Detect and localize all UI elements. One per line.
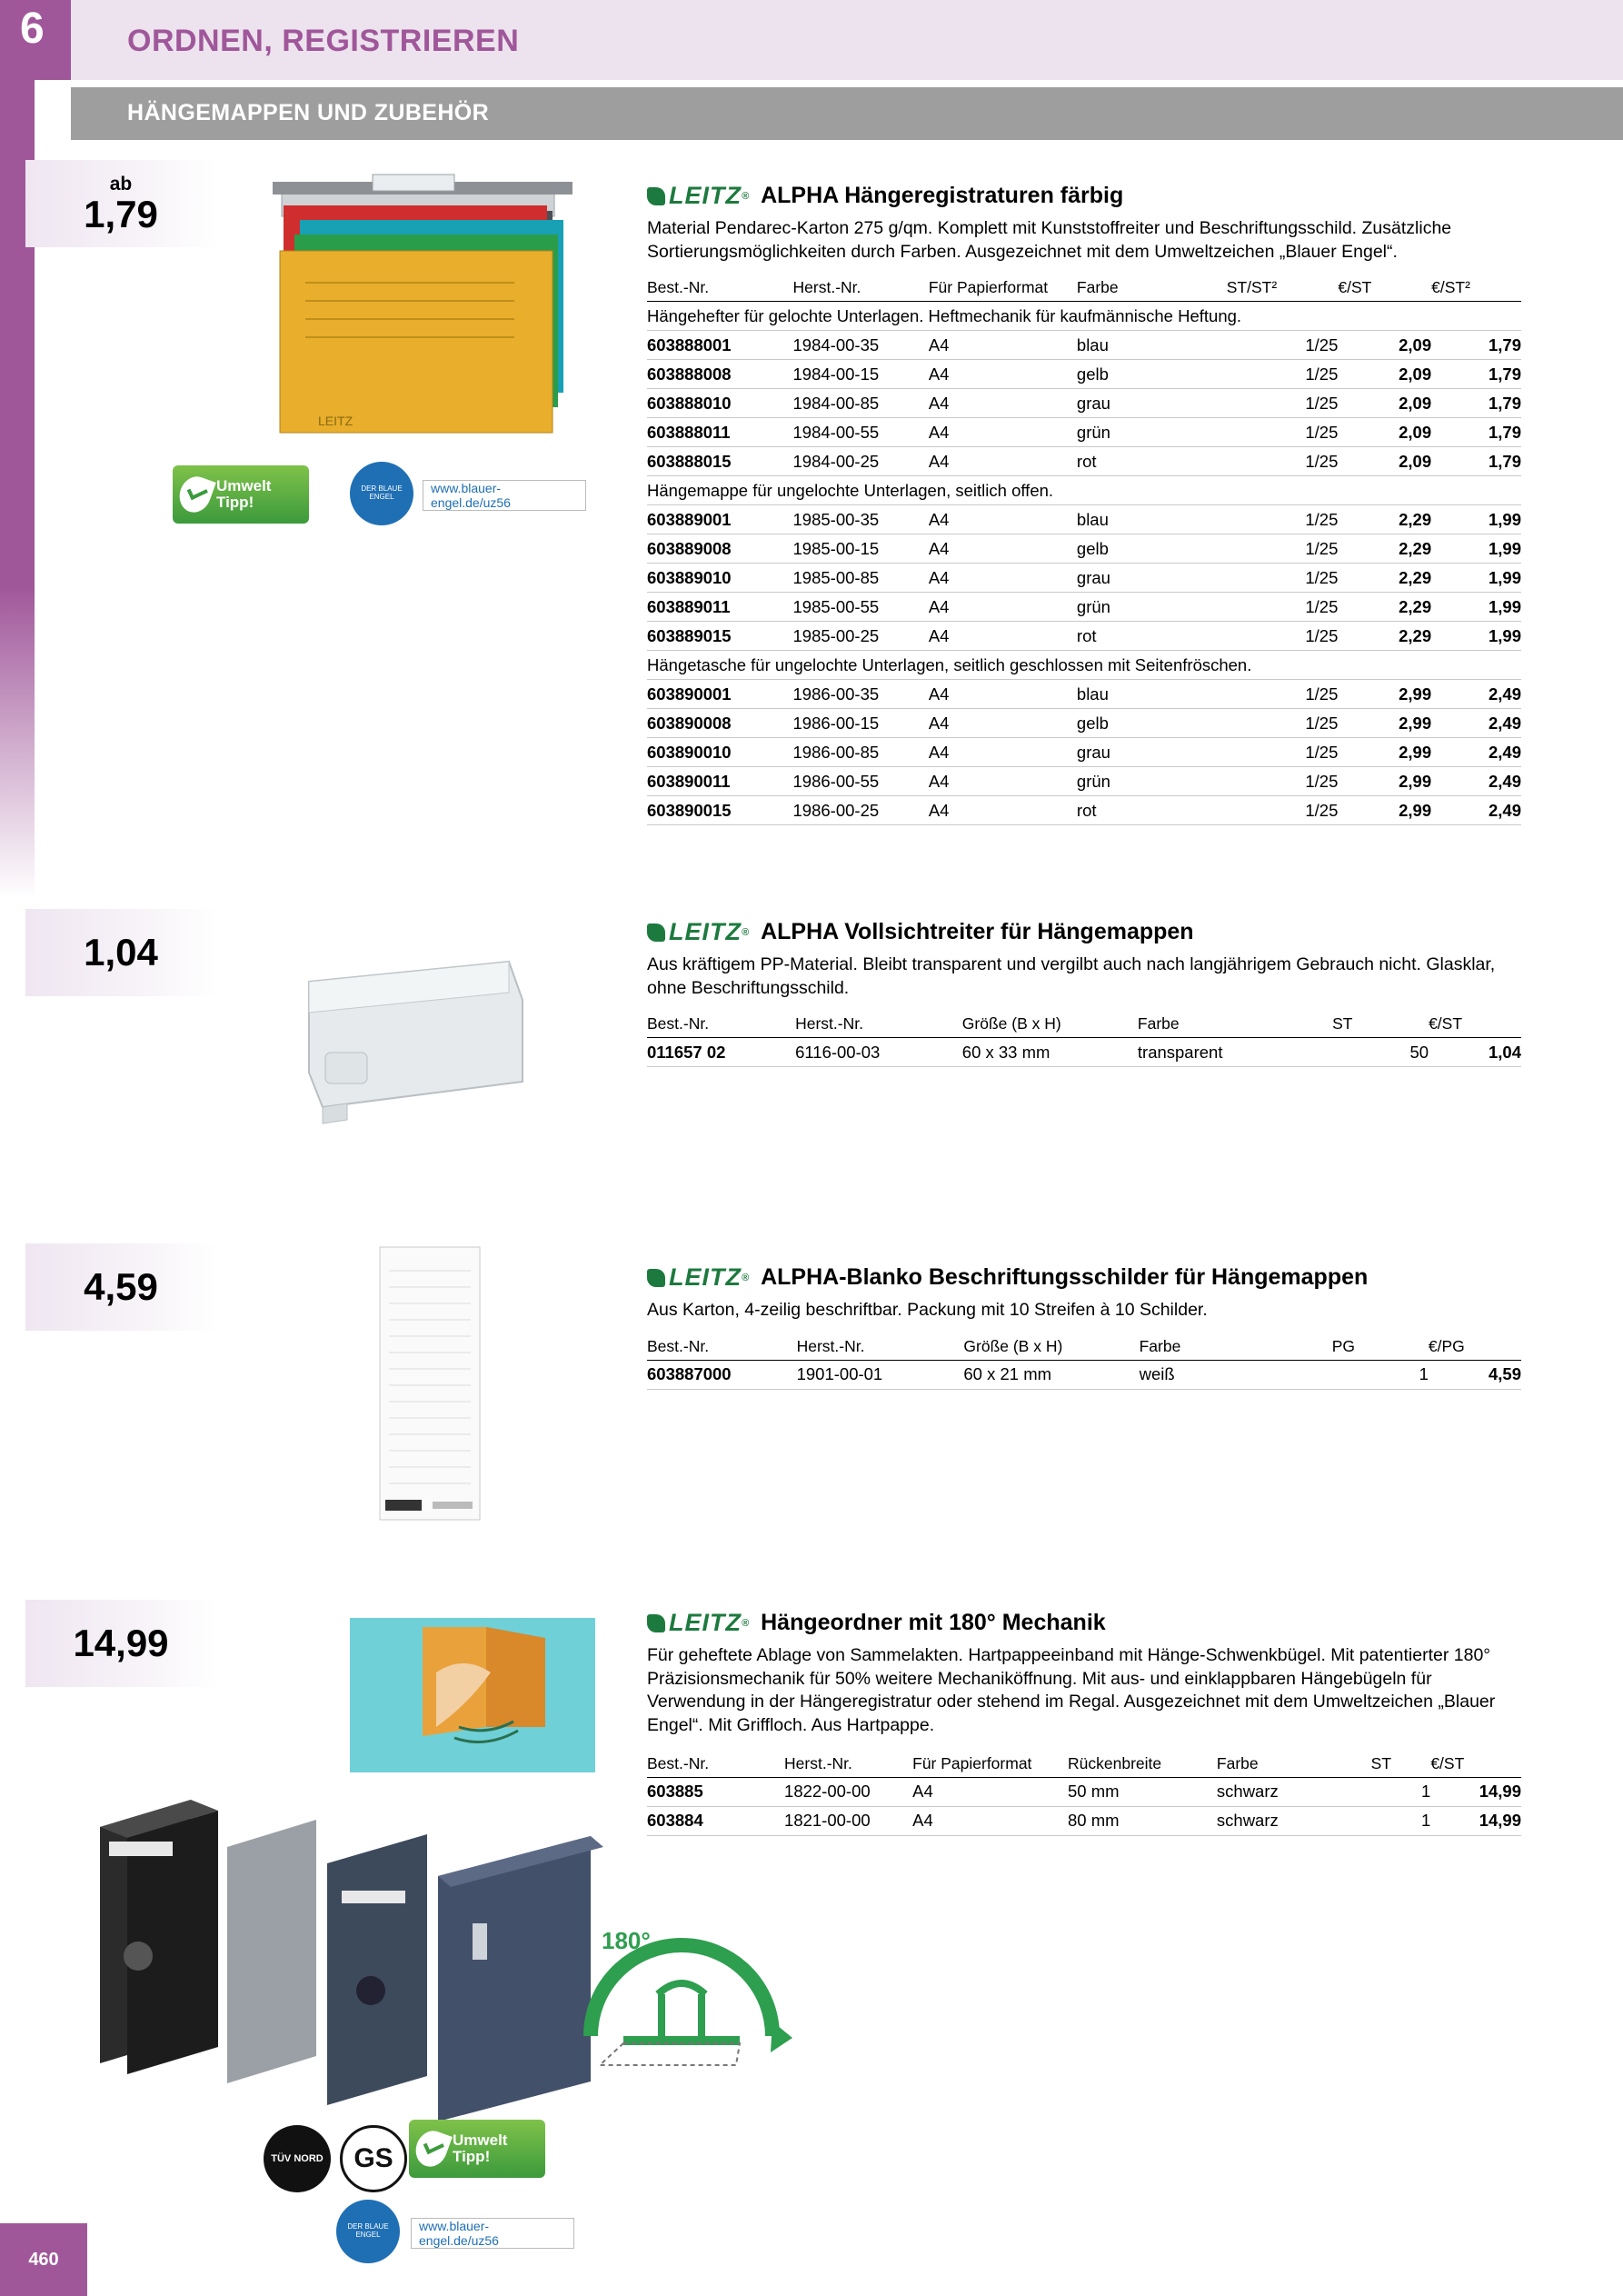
- cell-st: 1/25: [1227, 680, 1339, 709]
- col-ruecken: Rückenbreite: [1068, 1752, 1217, 1778]
- table-row: [647, 505, 1521, 534]
- cell-format: A4: [929, 622, 1077, 651]
- col-farbe: Farbe: [1140, 1335, 1332, 1361]
- cell-groesse: 60 x 33 mm: [962, 1038, 1138, 1067]
- cell-format: A4: [929, 593, 1077, 622]
- product-description: Aus kräftigem PP-Material. Bleibt transparent und vergilbt auch nach langjährigem Gebrauch nicht. Glasklar, ohne Beschriftungsschild.: [647, 954, 1496, 998]
- product-image-beschriftungsschilder: [371, 1243, 498, 1525]
- cell-herst-nr: 1901-00-01: [797, 1360, 964, 1389]
- umwelt-line2: Tipp!: [453, 2148, 491, 2165]
- cell-ruecken: 80 mm: [1068, 1806, 1217, 1835]
- col-best-nr: Best.-Nr.: [647, 1752, 784, 1778]
- cell-best-nr: 603888001: [647, 331, 793, 360]
- col-st: ST: [1332, 1013, 1429, 1038]
- cell-price2: 1,79: [1431, 389, 1521, 418]
- cell-price: 2,09: [1338, 360, 1431, 389]
- product-description: Aus Karton, 4-zeilig beschriftbar. Packung mit 10 Streifen à 10 Schilder.: [647, 1300, 1208, 1320]
- umwelt-line2: Tipp!: [216, 494, 254, 511]
- col-eur-pg: €/PG: [1429, 1335, 1521, 1361]
- cell-farbe: gelb: [1077, 709, 1227, 738]
- table-row: [647, 767, 1521, 796]
- table-row: [647, 680, 1521, 709]
- cell-format: A4: [929, 767, 1077, 796]
- cell-format: A4: [912, 1806, 1068, 1835]
- cell-herst-nr: 1985-00-25: [793, 622, 929, 651]
- cell-price: 2,99: [1338, 796, 1431, 825]
- table-row: [647, 796, 1521, 825]
- cell-best-nr: 603890015: [647, 796, 793, 825]
- cell-best-nr: 603884: [647, 1806, 784, 1835]
- table-row: [647, 1777, 1521, 1806]
- cell-farbe: grau: [1077, 738, 1227, 767]
- cell-format: A4: [929, 796, 1077, 825]
- table-row: [647, 709, 1521, 738]
- cell-st: 1: [1371, 1806, 1431, 1835]
- cell-price: 2,99: [1338, 767, 1431, 796]
- product-title: ALPHA Hängeregistraturen färbig: [761, 183, 1124, 208]
- cell-herst-nr: 1986-00-85: [793, 738, 929, 767]
- cell-price2: 2,49: [1431, 680, 1521, 709]
- cell-format: A4: [929, 534, 1077, 564]
- table-row: [647, 447, 1521, 476]
- cell-best-nr: 603888015: [647, 447, 793, 476]
- cell-best-nr: 603888008: [647, 360, 793, 389]
- umwelt-tipp-badge-2: [409, 2120, 545, 2178]
- cell-best-nr: 603888011: [647, 418, 793, 447]
- cell-herst-nr: 1984-00-35: [793, 331, 929, 360]
- cell-st: 1/25: [1227, 360, 1339, 389]
- cell-price: 14,99: [1430, 1806, 1521, 1835]
- cell-format: A4: [929, 418, 1077, 447]
- cell-farbe: grün: [1077, 767, 1227, 796]
- col-eur-st2: €/ST²: [1431, 276, 1521, 302]
- cell-st: 1/25: [1227, 534, 1339, 564]
- col-eur-st: €/ST: [1338, 276, 1431, 302]
- blauer-engel-icon: DER BLAUE ENGEL: [336, 2200, 400, 2263]
- table-header-row: [647, 1013, 1521, 1038]
- cell-best-nr: 603887000: [647, 1360, 797, 1389]
- table-group-label-row: [647, 302, 1521, 331]
- cell-best-nr: 603888010: [647, 389, 793, 418]
- cell-price: 4,59: [1429, 1360, 1521, 1389]
- cell-price2: 1,99: [1431, 622, 1521, 651]
- cell-format: A4: [929, 505, 1077, 534]
- cell-price: 2,29: [1338, 622, 1431, 651]
- col-st: ST/ST²: [1227, 276, 1339, 302]
- cell-herst-nr: 1986-00-25: [793, 796, 929, 825]
- col-farbe: Farbe: [1077, 276, 1227, 302]
- cell-format: A4: [912, 1777, 1068, 1806]
- cell-best-nr: 603889015: [647, 622, 793, 651]
- blauer-engel-badge-1: [350, 462, 413, 525]
- cell-st: 1/25: [1227, 447, 1339, 476]
- product-table-1: [647, 276, 1521, 825]
- cell-farbe: transparent: [1138, 1038, 1332, 1067]
- cell-price2: 1,99: [1431, 564, 1521, 593]
- product-table-3: [647, 1335, 1521, 1390]
- cell-st: 1/25: [1227, 796, 1339, 825]
- col-herst-nr: Herst.-Nr.: [784, 1752, 912, 1778]
- price-value: 14,99: [73, 1622, 169, 1664]
- cell-price: 2,99: [1338, 738, 1431, 767]
- table-group-label-row: [647, 476, 1521, 505]
- cell-st: 50: [1332, 1038, 1429, 1067]
- brand-row: [647, 1609, 1521, 1637]
- leitz-mark-icon: [647, 923, 665, 942]
- group-label: Hängehefter für gelochte Unterlagen. Heftmechanik für kaufmännische Heftung.: [647, 302, 1521, 331]
- umwelt-line1: Umwelt: [216, 477, 272, 495]
- product-table-4: [647, 1752, 1521, 1836]
- cell-farbe: rot: [1077, 796, 1227, 825]
- cell-st: 1/25: [1227, 389, 1339, 418]
- cell-best-nr: 603890010: [647, 738, 793, 767]
- col-farbe: Farbe: [1217, 1752, 1371, 1778]
- cell-price: 2,09: [1338, 447, 1431, 476]
- leitz-logo-icon: LEITZ ®: [647, 182, 750, 210]
- cell-format: A4: [929, 738, 1077, 767]
- cell-price: 2,29: [1338, 505, 1431, 534]
- group-label: Hängetasche für ungelochte Unterlagen, seitlich geschlossen mit Seitenfröschen.: [647, 651, 1521, 680]
- cell-st: 1/25: [1227, 564, 1339, 593]
- cell-herst-nr: 1986-00-35: [793, 680, 929, 709]
- cell-price2: 1,79: [1431, 331, 1521, 360]
- product-block-3: [647, 1263, 1521, 1390]
- certification-badges: [264, 2125, 407, 2192]
- cell-price: 2,09: [1338, 389, 1431, 418]
- table-row: [647, 738, 1521, 767]
- cell-farbe: gelb: [1077, 534, 1227, 564]
- col-best-nr: Best.-Nr.: [647, 1013, 795, 1038]
- cell-best-nr: 603889001: [647, 505, 793, 534]
- cell-price: 14,99: [1430, 1777, 1521, 1806]
- blauer-engel-url-1: www.blauer-engel.de/uz56: [423, 480, 586, 511]
- col-best-nr: Best.-Nr.: [647, 276, 793, 302]
- cell-price2: 1,79: [1431, 360, 1521, 389]
- price-tab-3: [25, 1243, 216, 1331]
- cell-farbe: schwarz: [1217, 1806, 1371, 1835]
- col-format: Für Papierformat: [912, 1752, 1068, 1778]
- product-image-haengeregistratur: [264, 164, 609, 464]
- table-row: [647, 593, 1521, 622]
- diagram-label: 180°: [602, 1927, 651, 1954]
- col-pg: PG: [1332, 1335, 1429, 1361]
- table-header-row: [647, 1752, 1521, 1778]
- cell-st: 1/25: [1227, 418, 1339, 447]
- table-row: [647, 418, 1521, 447]
- table-row: [647, 622, 1521, 651]
- price-tab-1: [25, 160, 216, 247]
- cell-best-nr: 603889010: [647, 564, 793, 593]
- cell-st: 1/25: [1227, 709, 1339, 738]
- product-block-1: [647, 182, 1521, 825]
- cell-price: 2,99: [1338, 709, 1431, 738]
- cell-price: 2,09: [1338, 331, 1431, 360]
- product-image-hand-mechanik: [350, 1618, 595, 1772]
- group-label: Hängemappe für ungelochte Unterlagen, seitlich offen.: [647, 476, 1521, 505]
- table-row: [647, 1360, 1521, 1389]
- table-row: [647, 331, 1521, 360]
- leitz-logo-icon: LEITZ ®: [647, 1263, 750, 1292]
- cell-price2: 1,79: [1431, 418, 1521, 447]
- product-description: Material Pendarec-Karton 275 g/qm. Komplett mit Kunststoffreiter und Beschriftungsschild. Zusätzliche Sortierungsmöglichkeiten durch Farben. Ausgezeichnet mit dem Umweltzeichen „Blauer Engel“.: [647, 218, 1452, 262]
- cell-farbe: gelb: [1077, 360, 1227, 389]
- col-st: ST: [1371, 1752, 1431, 1778]
- table-row: [647, 1806, 1521, 1835]
- cell-farbe: blau: [1077, 680, 1227, 709]
- cell-format: A4: [929, 331, 1077, 360]
- cell-price: 2,09: [1338, 418, 1431, 447]
- section-title: HÄNGEMAPPEN UND ZUBEHÖR: [127, 100, 490, 125]
- cell-format: A4: [929, 389, 1077, 418]
- col-herst-nr: Herst.-Nr.: [793, 276, 929, 302]
- umwelt-line1: Umwelt: [453, 2131, 508, 2150]
- cell-format: A4: [929, 709, 1077, 738]
- col-herst-nr: Herst.-Nr.: [795, 1013, 962, 1038]
- cell-farbe: blau: [1077, 331, 1227, 360]
- blauer-engel-url-2: www.blauer-engel.de/uz56: [411, 2218, 574, 2249]
- cell-price: 2,29: [1338, 593, 1431, 622]
- col-eur-st: €/ST: [1429, 1013, 1521, 1038]
- col-groesse: Größe (B x H): [962, 1013, 1138, 1038]
- cell-price: 1,04: [1429, 1038, 1521, 1067]
- cell-herst-nr: 1984-00-25: [793, 447, 929, 476]
- cell-format: A4: [929, 447, 1077, 476]
- product-block-4: [647, 1609, 1521, 1836]
- cell-price2: 1,99: [1431, 593, 1521, 622]
- gs-icon: GS: [340, 2125, 407, 2192]
- cell-st: 1/25: [1227, 622, 1339, 651]
- product-description: Für geheftete Ablage von Sammelakten. Hartpappeeinband mit Hänge-Schwenkbügel. Mit patentierter 180° Präzisionsmechanik für 50% weitere Mechaniköffnung. Mit aus- und einklappbaren Hängebügeln für Verwendung in der Hängeregistratur oder stehend im Regal. Ausgezeichnet mit dem Umweltzeichen „Blauer Engel“. Mit Griffloch. Aus Hartpappe.: [647, 1645, 1496, 1736]
- cell-st: 1/25: [1227, 505, 1339, 534]
- cell-price2: 2,49: [1431, 796, 1521, 825]
- cell-pg: 1: [1332, 1360, 1429, 1389]
- product-table-2: [647, 1013, 1521, 1067]
- cell-farbe: blau: [1077, 505, 1227, 534]
- cell-herst-nr: 1984-00-85: [793, 389, 929, 418]
- product-image-vollsichtreiter: [282, 945, 554, 1145]
- table-row: [647, 564, 1521, 593]
- product-title: Hängeordner mit 180° Mechanik: [761, 1610, 1106, 1635]
- leaf-check-icon: [411, 2126, 453, 2171]
- leitz-mark-icon: [647, 187, 665, 205]
- cell-price2: 2,49: [1431, 738, 1521, 767]
- leitz-mark-icon: [647, 1269, 665, 1287]
- cell-herst-nr: 1986-00-55: [793, 767, 929, 796]
- product-title: ALPHA Vollsichtreiter für Hängemappen: [761, 919, 1194, 944]
- cell-price: 2,99: [1338, 680, 1431, 709]
- cell-price2: 1,79: [1431, 447, 1521, 476]
- cell-herst-nr: 1985-00-85: [793, 564, 929, 593]
- cell-st: 1/25: [1227, 738, 1339, 767]
- cell-groesse: 60 x 21 mm: [963, 1360, 1139, 1389]
- cell-herst-nr: 1822-00-00: [784, 1777, 912, 1806]
- product-image-haengeordner: [82, 1763, 645, 2145]
- page-number: 460: [0, 2223, 87, 2296]
- cell-farbe: weiß: [1140, 1360, 1332, 1389]
- table-group-label-row: [647, 651, 1521, 680]
- cell-st: 1/25: [1227, 593, 1339, 622]
- cell-best-nr: 603889011: [647, 593, 793, 622]
- leaf-check-icon: [174, 472, 216, 516]
- cell-farbe: rot: [1077, 447, 1227, 476]
- brand-row: [647, 1263, 1521, 1292]
- tuv-nord-icon: TÜV NORD: [264, 2125, 331, 2192]
- cell-herst-nr: 1986-00-15: [793, 709, 929, 738]
- cell-farbe: grau: [1077, 389, 1227, 418]
- col-best-nr: Best.-Nr.: [647, 1335, 797, 1361]
- cell-price: 2,29: [1338, 564, 1431, 593]
- price-value: 1,04: [84, 931, 158, 973]
- price-value: 1,79: [84, 192, 158, 235]
- table-row: [647, 360, 1521, 389]
- cell-price2: 2,49: [1431, 709, 1521, 738]
- cell-herst-nr: 1985-00-35: [793, 505, 929, 534]
- price-prefix: ab: [109, 173, 133, 195]
- cell-farbe: grau: [1077, 564, 1227, 593]
- umwelt-tipp-badge-1: [173, 465, 309, 524]
- price-tab-2: [25, 909, 216, 996]
- cell-herst-nr: 1821-00-00: [784, 1806, 912, 1835]
- col-eur-st: €/ST: [1430, 1752, 1521, 1778]
- cell-st: 1/25: [1227, 331, 1339, 360]
- cell-format: A4: [929, 564, 1077, 593]
- cell-st: 1/25: [1227, 767, 1339, 796]
- cell-best-nr: 603890001: [647, 680, 793, 709]
- col-format: Für Papierformat: [929, 276, 1077, 302]
- price-value: 4,59: [84, 1265, 158, 1308]
- product-title: ALPHA-Blanko Beschriftungsschilder für Hängemappen: [761, 1264, 1369, 1290]
- cell-ruecken: 50 mm: [1068, 1777, 1217, 1806]
- table-header-row: [647, 1335, 1521, 1361]
- cell-best-nr: 603890011: [647, 767, 793, 796]
- diagram-180-mechanik: [563, 1900, 800, 2109]
- table-header-row: [647, 276, 1521, 302]
- cell-st: 1: [1371, 1777, 1431, 1806]
- cell-price2: 2,49: [1431, 767, 1521, 796]
- cell-farbe: schwarz: [1217, 1777, 1371, 1806]
- table-row: [647, 534, 1521, 564]
- leitz-logo-icon: LEITZ ®: [647, 1609, 750, 1637]
- price-tab-4: [25, 1600, 216, 1687]
- cell-price2: 1,99: [1431, 505, 1521, 534]
- leitz-logo-icon: LEITZ ®: [647, 918, 750, 946]
- cell-format: A4: [929, 680, 1077, 709]
- cell-price: 2,29: [1338, 534, 1431, 564]
- brand-row: [647, 182, 1521, 210]
- cell-herst-nr: 1984-00-55: [793, 418, 929, 447]
- blauer-engel-icon: DER BLAUE ENGEL: [350, 462, 413, 525]
- cell-herst-nr: 1984-00-15: [793, 360, 929, 389]
- product-block-2: [647, 918, 1521, 1067]
- cell-format: A4: [929, 360, 1077, 389]
- cell-farbe: grün: [1077, 593, 1227, 622]
- col-groesse: Größe (B x H): [963, 1335, 1139, 1361]
- table-row: [647, 1038, 1521, 1067]
- cell-farbe: grün: [1077, 418, 1227, 447]
- cell-herst-nr: 1985-00-15: [793, 534, 929, 564]
- cell-best-nr: 011657 02: [647, 1038, 795, 1067]
- blauer-engel-badge-2: [336, 2200, 400, 2263]
- col-herst-nr: Herst.-Nr.: [797, 1335, 964, 1361]
- cell-best-nr: 603885: [647, 1777, 784, 1806]
- brand-row: [647, 918, 1521, 946]
- leitz-mark-icon: [647, 1614, 665, 1632]
- svg-text:LEITZ: LEITZ: [318, 414, 353, 428]
- col-farbe: Farbe: [1138, 1013, 1332, 1038]
- cell-best-nr: 603890008: [647, 709, 793, 738]
- cell-herst-nr: 6116-00-03: [795, 1038, 962, 1067]
- page-title: ORDNEN, REGISTRIEREN: [127, 24, 520, 58]
- table-row: [647, 389, 1521, 418]
- cell-herst-nr: 1985-00-55: [793, 593, 929, 622]
- chapter-number: 6: [20, 5, 45, 53]
- cell-best-nr: 603889008: [647, 534, 793, 564]
- cell-price2: 1,99: [1431, 534, 1521, 564]
- cell-farbe: rot: [1077, 622, 1227, 651]
